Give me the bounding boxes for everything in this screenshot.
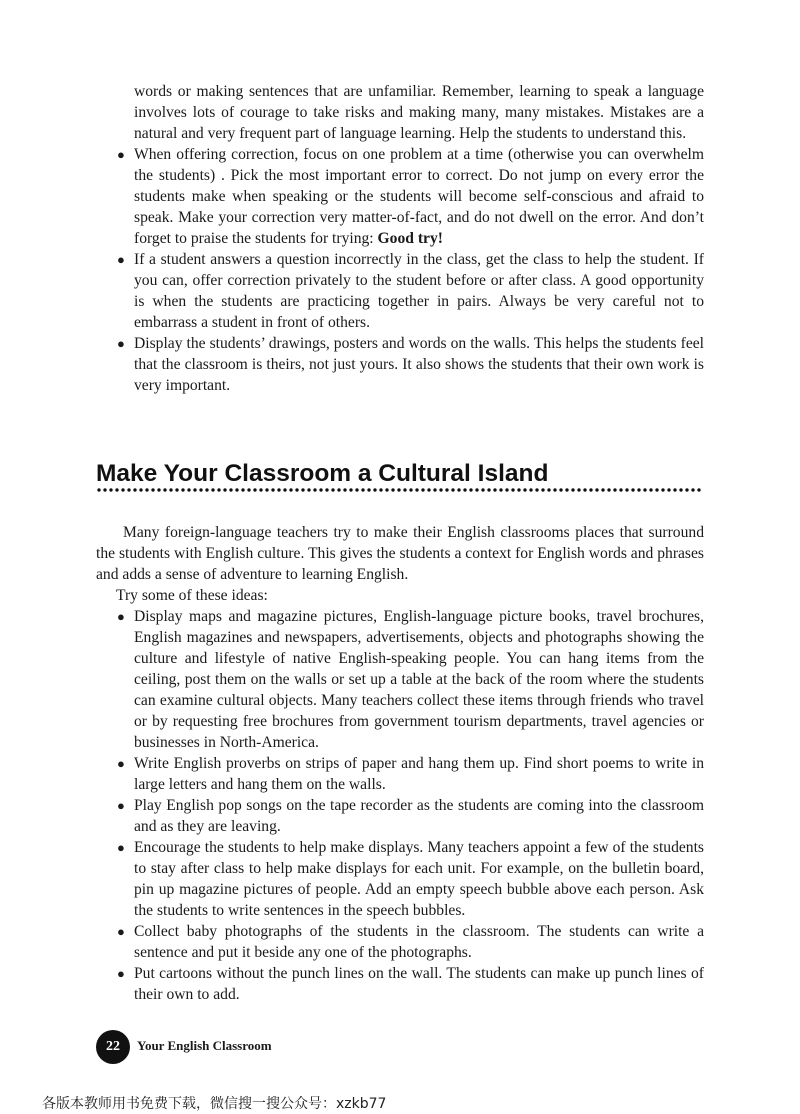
bullet-icon: ● — [117, 840, 125, 855]
dotted-divider — [96, 487, 702, 493]
list-item-text: Write English proverbs on strips of paper and hang them up. Find short poems to write in large letters and hang them on the walls. — [134, 755, 704, 793]
bullet-icon: ● — [117, 252, 125, 267]
running-footer-title: Your English Classroom — [137, 1038, 272, 1053]
list-item — [117, 606, 704, 753]
section-heading: Make Your Classroom a Cultural Island — [96, 460, 549, 487]
ideas-lead: Try some of these ideas: — [116, 587, 268, 604]
list-item — [117, 249, 704, 333]
list-item-text: Collect baby photographs of the students in the classroom. The students can write a sentence and put it beside any one of the photographs. — [134, 923, 704, 961]
list-item — [117, 963, 704, 1005]
intro-paragraph: Many foreign-language teachers try to make their English classrooms places that surround the students with English culture. This gives the students a context for English words and phrases and adds a sense of adventure to learning English. — [96, 524, 704, 583]
list-item-text: Display the students’ drawings, posters and words on the walls. This helps the students feel that the classroom is theirs, not just yours. It also shows the students that their own work is very important. — [134, 335, 704, 394]
list-item-text: Display maps and magazine pictures, English-language picture books, travel brochures, English magazines and newspapers, advertisements, objects and photographs showing the culture and lifestyle of native English-speaking people. You can hang items from the ceiling, post them on the walls or set up a table at the back of the room where the students can examine cultural objects. Many teachers collect these items through friends who travel or by requesting free brochures from government tourism departments, travel agencies or businesses in North-America. — [134, 608, 704, 751]
bullet-icon: ● — [117, 798, 125, 813]
list-item-text: Put cartoons without the punch lines on the wall. The students can make up punch lines of their own to add. — [134, 965, 704, 1003]
list-item-text: If a student answers a question incorrectly in the class, get the class to help the student. If you can, offer correction privately to the student before or after class. A good opportunity is when the students are practicing together in pairs. Always be very careful not to embarrass a student in front of others. — [134, 251, 704, 331]
bullet-icon: ● — [117, 609, 125, 624]
bullet-icon: ● — [117, 924, 125, 939]
list-item-text: Play English pop songs on the tape recorder as the students are coming into the classroom and as they are leaving. — [134, 797, 704, 835]
tips-list — [96, 144, 704, 396]
section-text-block — [96, 522, 704, 1005]
bullet-icon: ● — [117, 336, 125, 351]
download-watermark: 各版本教师用书免费下载，微信搜一搜公众号：xzkb77 — [42, 1096, 387, 1112]
list-item — [117, 144, 704, 249]
list-item — [117, 333, 704, 396]
list-item — [117, 753, 704, 795]
bullet-icon: ● — [117, 756, 125, 771]
list-item — [117, 837, 704, 921]
page-number-badge: 22 — [96, 1030, 130, 1064]
list-item — [117, 795, 704, 837]
emphasis-text: Good try! — [377, 230, 443, 247]
top-text-block — [96, 81, 704, 396]
continued-paragraph: words or making sentences that are unfamiliar. Remember, learning to speak a language involves lots of courage to take risks and making many, many mistakes. Mistakes are a natural and very frequent part of language learning. Help the students to understand this. — [134, 83, 704, 142]
list-item-text: Encourage the students to help make displays. Many teachers appoint a few of the students to stay after class to help make displays for each unit. For example, on the bulletin board, pin up magazine pictures of people. Add an empty speech bubble above each person. Ask the students to write sentences in the speech bubbles. — [134, 839, 704, 919]
bullet-icon: ● — [117, 147, 125, 162]
list-item — [117, 921, 704, 963]
list-item-text: When offering correction, focus on one problem at a time (otherwise you can overwhelm the students) . Pick the most important error to correct. Do not jump on every error the students make when speaking or the students will become self-conscious and afraid to speak. Make your correction very matter-of-fact, and do not dwell on the error. And don’t forget to praise the students for trying: — [134, 146, 704, 247]
bullet-icon: ● — [117, 966, 125, 981]
ideas-list — [96, 606, 704, 1005]
